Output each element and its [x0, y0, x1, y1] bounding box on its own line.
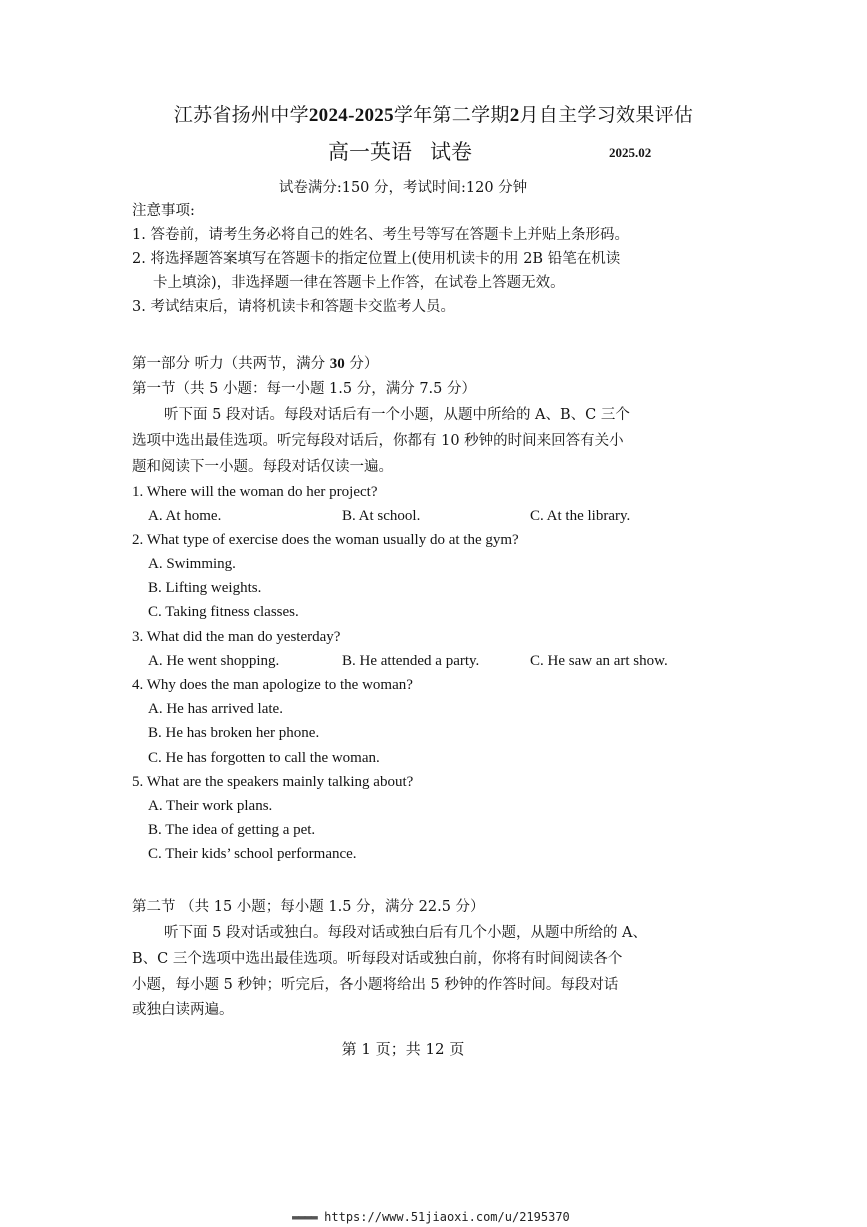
- notice-heading: 注意事项:: [132, 203, 195, 219]
- question-stem: 1. Where will the woman do her project?: [132, 484, 378, 500]
- option: A. Swimming.: [148, 556, 236, 572]
- option: C. Their kids’ school performance.: [148, 846, 357, 862]
- source-watermark: [292, 1210, 570, 1224]
- option: B. Lifting weights.: [148, 580, 262, 596]
- exam-title: 江苏省扬州中学2024-2025学年第二学期2月自主学习效果评估: [173, 104, 694, 126]
- option: B. The idea of getting a pet.: [148, 822, 316, 838]
- notice-item-continued: 卡上填涂)，非选择题一律在答题卡上作答，在试卷上答题无效。: [153, 275, 565, 291]
- part1-heading: 第一部分 听力（共两节，满分 30 分）: [132, 356, 379, 372]
- section1-intro-line: 选项中选出最佳选项。听完每段对话后，你都有 10 秒钟的时间来回答有关小: [132, 433, 624, 449]
- notice-item: 1. 答卷前，请考生务必将自己的姓名、考生号等写在答题卡上并贴上条形码。: [132, 227, 629, 243]
- question-stem: 3. What did the man do yesterday?: [132, 629, 341, 645]
- option: B. He attended a party.: [342, 653, 480, 669]
- option: A. He went shopping.: [148, 653, 280, 669]
- option: B. He has broken her phone.: [148, 725, 320, 741]
- question-stem: 5. What are the speakers mainly talking about?: [132, 774, 414, 790]
- section1-intro-line: 题和阅读下一小题。每段对话仅读一遍。: [132, 459, 393, 475]
- option: A. He has arrived late.: [148, 701, 283, 717]
- option: C. He has forgotten to call the woman.: [148, 750, 380, 766]
- exam-meta: 试卷满分:150 分，考试时间:120 分钟: [278, 180, 528, 196]
- watermark-mark: ▬▬▬▬: [292, 1210, 317, 1224]
- question-stem: 4. Why does the man apologize to the woman?: [132, 677, 413, 693]
- question-stem: 2. What type of exercise does the woman usually do at the gym?: [132, 532, 519, 548]
- option: C. At the library.: [530, 508, 631, 524]
- option: A. At home.: [148, 508, 222, 524]
- section2-intro-line: 小题，每小题 5 秒钟；听完后，各小题将给出 5 秒钟的作答时间。每段对话: [132, 977, 619, 993]
- notice-item: 2. 将选择题答案填写在答题卡的指定位置上(使用机读卡的用 2B 铅笔在机读: [132, 251, 621, 267]
- option: C. Taking fitness classes.: [148, 604, 299, 620]
- page-number: 第 1 页；共 12 页: [341, 1040, 465, 1058]
- section2-intro-line: B、C 三个选项中选出最佳选项。听每段对话或独白前，你将有时间阅读各个: [132, 951, 623, 967]
- section1-intro-line: 听下面 5 段对话。每段对话后有一个小题，从题中所给的 A、B、C 三个: [164, 407, 630, 423]
- section2-intro-line: 或独白读两遍。: [132, 1002, 234, 1018]
- option: A. Their work plans.: [148, 798, 273, 814]
- section1-heading: 第一节（共 5 小题：每一小题 1.5 分，满分 7.5 分）: [132, 381, 476, 397]
- section2-intro-line: 听下面 5 段对话或独白。每段对话或独白后有几个小题，从题中所给的 A、: [164, 925, 648, 941]
- notice-item: 3. 考试结束后，请将机读卡和答题卡交监考人员。: [132, 299, 455, 315]
- exam-date: 2025.02: [609, 145, 652, 160]
- watermark-url: https://www.51jiaoxi.com/u/2195370: [324, 1210, 570, 1224]
- section2-heading: 第二节 （共 15 小题；每小题 1.5 分，满分 22.5 分）: [132, 899, 485, 915]
- option: B. At school.: [342, 508, 421, 524]
- option: C. He saw an art show.: [530, 653, 668, 669]
- exam-subtitle: 高一英语 试卷: [328, 140, 472, 164]
